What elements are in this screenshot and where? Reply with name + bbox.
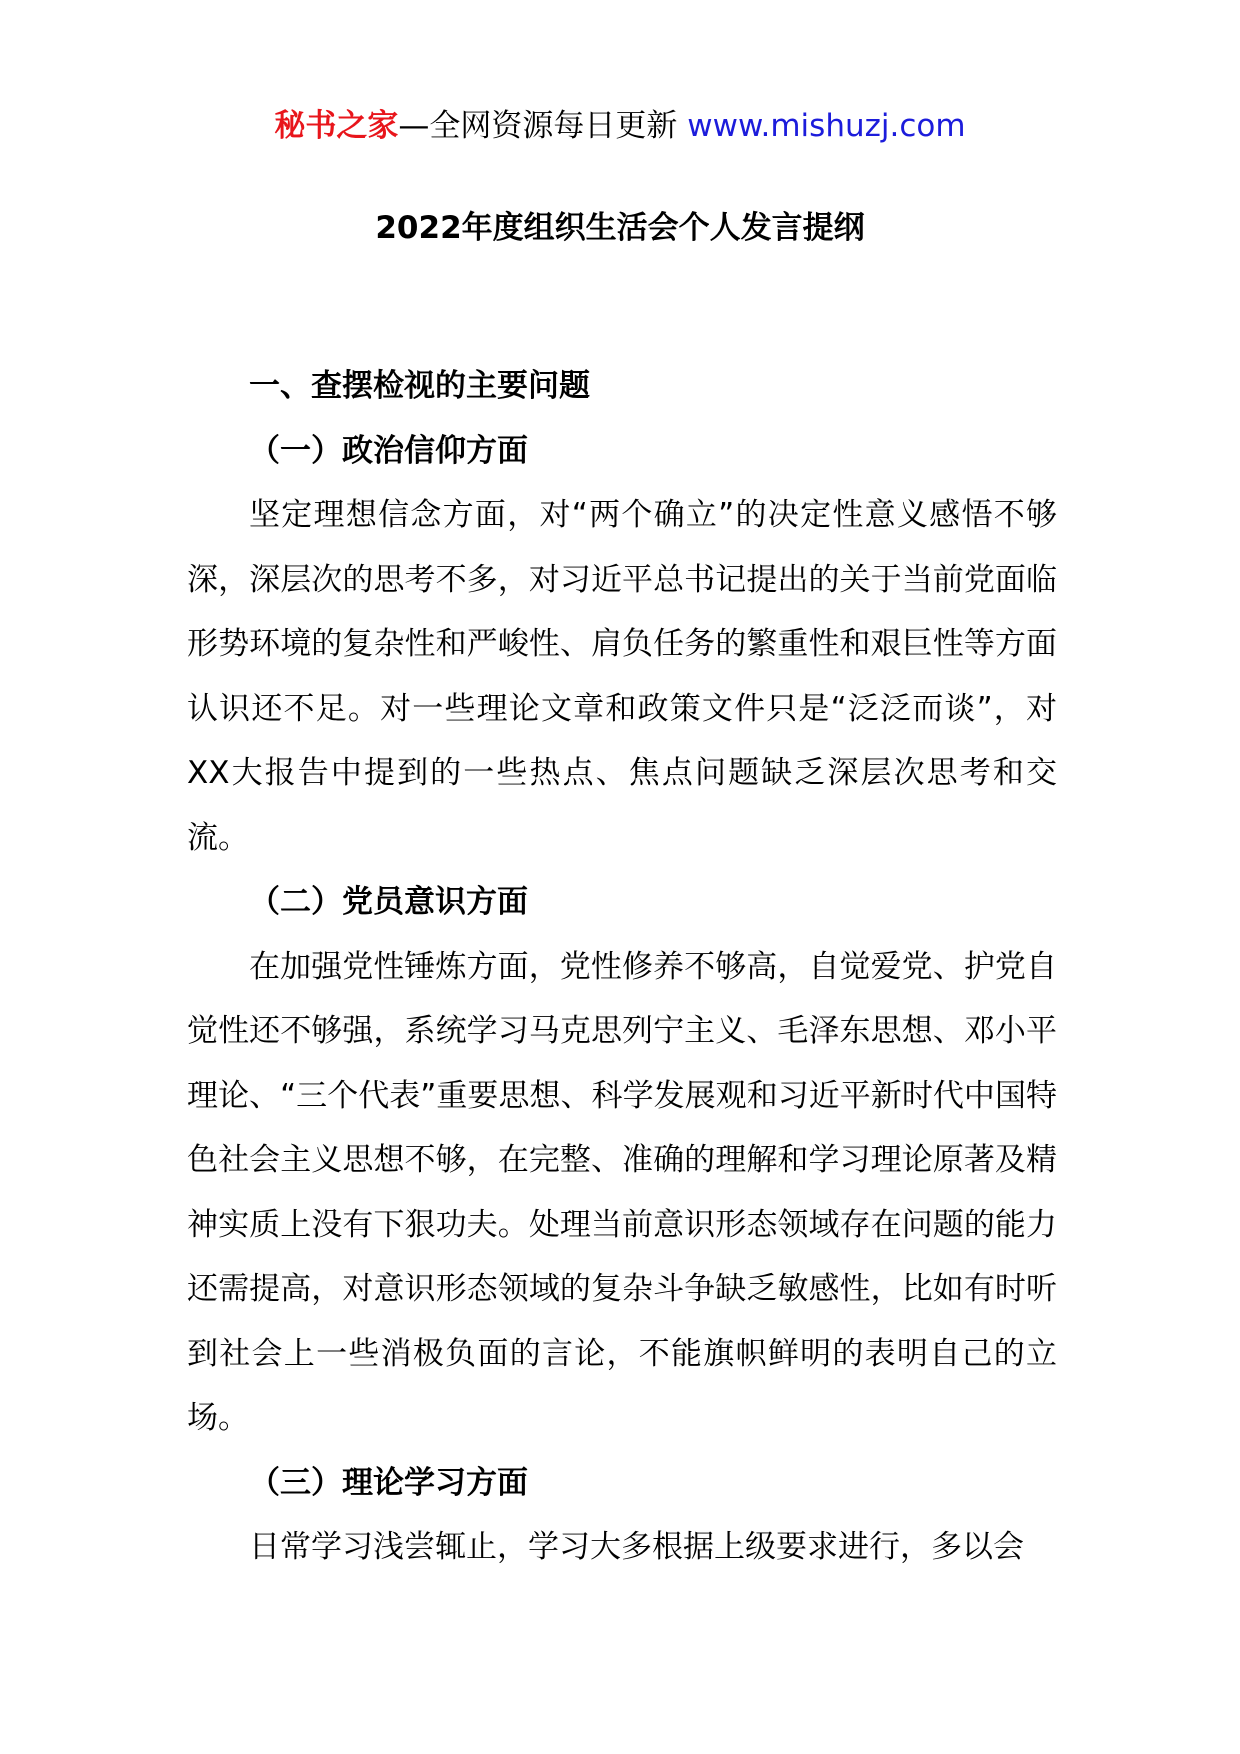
header-slogan: —全网资源每日更新 — [398, 108, 688, 144]
paragraph-party-awareness: 在加强党性锤炼方面，党性修养不够高，自觉爱党、护党自觉性还不够强，系统学习马克思列宁主义、毛泽东思想、邓小平理论、“三个代表”重要思想、科学发展观和习近平新时代中国特色社会主义思想不够，在完整、准确的理解和学习理论原著及精神实质上没有下狠功夫。处理当前意识形态领域存在问题的能力还需提高，对意识形态领域的复杂斗争缺乏敏感性，比如有时听到社会上一些消极负面的言论，不能旗帜鲜明的表明自己的立场。 — [187, 948, 1057, 1436]
subsection-heading-party-awareness: （二）党员意识方面 — [249, 884, 528, 920]
subsection-heading-theory-study: （三）理论学习方面 — [249, 1464, 528, 1501]
section-heading-main: 一、查摆检视的主要问题 — [249, 368, 590, 404]
paragraph-theory-study: 日常学习浅尝辄止，学习大多根据上级要求进行，多以会 — [249, 1529, 1024, 1565]
paragraph-political: 坚定理想信念方面，对“两个确立”的决定性意义感悟不够深，深层次的思考不多，对习近平总书记提出的关于当前党面临形势环境的复杂性和严峻性、肩负任务的繁重性和艰巨性等方面认识还不足。对一些理论文章和政策文件只是“泛泛而谈”，对XX大报告中提到的一些热点、焦点问题缺乏深层次思考和交流。 — [187, 497, 1057, 856]
document-title: 2022年度组织生活会个人发言提纲 — [375, 210, 865, 246]
subsection-heading-political: （一）政治信仰方面 — [249, 432, 528, 469]
brand-name: 秘书之家 — [274, 108, 399, 144]
site-url-link[interactable]: www.mishuzj.com — [687, 108, 966, 144]
site-header — [0, 98, 1240, 154]
document-body — [187, 354, 1057, 1580]
